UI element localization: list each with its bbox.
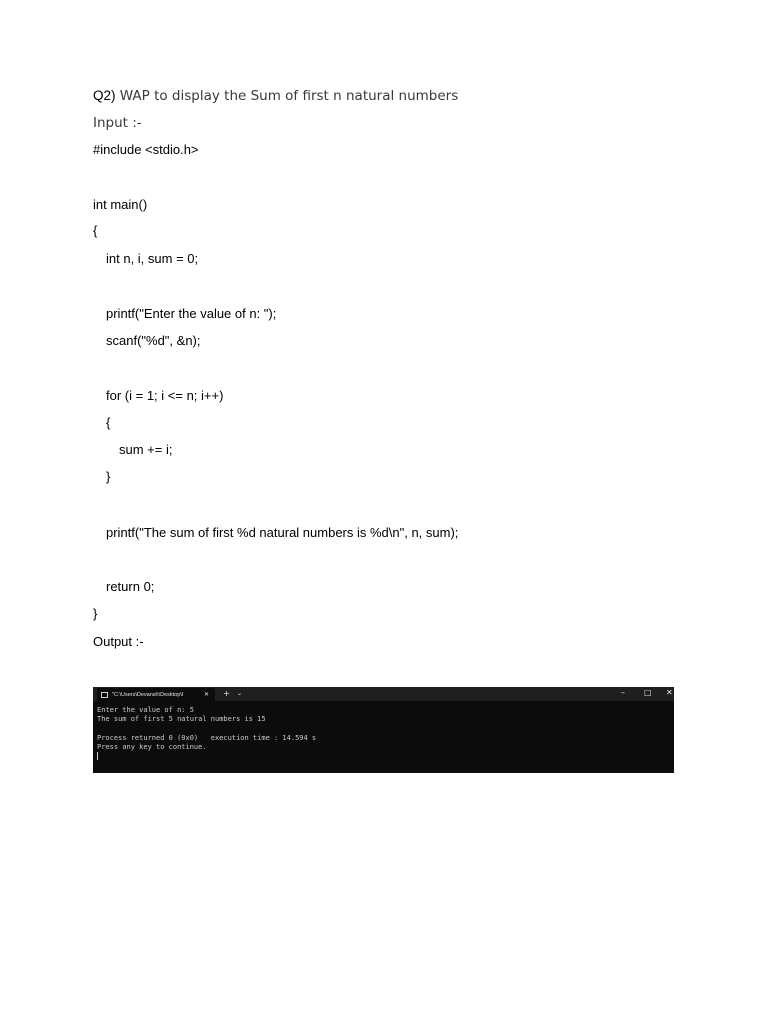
terminal-icon — [101, 692, 108, 698]
chevron-down-icon: ⌄ — [237, 690, 243, 697]
code-line-printf-prompt: printf("Enter the value of n: "); — [106, 306, 277, 321]
code-line-return: return 0; — [106, 579, 155, 594]
code-line-declare: int n, i, sum = 0; — [106, 251, 199, 266]
maximize-icon: □ — [644, 688, 652, 697]
terminal-tab-title: "C:\Users\Devansh\Desktop\I — [112, 691, 184, 698]
terminal-tab — [97, 688, 215, 701]
terminal-line: Process returned 0 (0x0) execution time : 14.594 s — [97, 733, 317, 742]
terminal-titlebar — [93, 687, 674, 701]
question-heading — [93, 88, 458, 104]
text-cursor — [97, 752, 98, 760]
code-line-for: for (i = 1; i <= n; i++) — [106, 388, 224, 403]
code-line-open-brace: { — [93, 223, 98, 238]
code-line-main: int main() — [93, 197, 148, 212]
terminal-line: Enter the value of n: 5 — [97, 706, 194, 714]
code-line-include: #include <stdio.h> — [93, 142, 199, 157]
question-text: WAP to display the Sum of first n natural numbers — [115, 88, 459, 104]
terminal-line: The sum of first 5 natural numbers is 15 — [97, 715, 266, 724]
terminal-line: Press any key to continue. — [97, 742, 207, 751]
close-icon: ✕ — [204, 691, 210, 698]
terminal-cursor-line — [97, 752, 316, 761]
code-line-for-close-brace: } — [106, 469, 111, 484]
terminal-line — [97, 724, 316, 733]
code-line-close-brace: } — [93, 606, 98, 621]
terminal-output — [97, 706, 316, 761]
code-line-for-open-brace: { — [106, 415, 111, 430]
code-line-printf-result: printf("The sum of first %d natural numbers is %d\n", n, sum); — [106, 525, 459, 540]
plus-icon: + — [223, 689, 230, 698]
code-line-scanf: scanf("%d", &n); — [106, 333, 201, 348]
terminal-screenshot — [93, 687, 674, 773]
question-number: Q2) — [93, 88, 116, 103]
code-line-sum: sum += i; — [119, 442, 173, 457]
output-label: Output :- — [93, 634, 144, 649]
window-close-icon: ✕ — [666, 688, 673, 697]
input-label: Input :- — [93, 115, 142, 131]
minimize-icon: – — [621, 688, 625, 697]
